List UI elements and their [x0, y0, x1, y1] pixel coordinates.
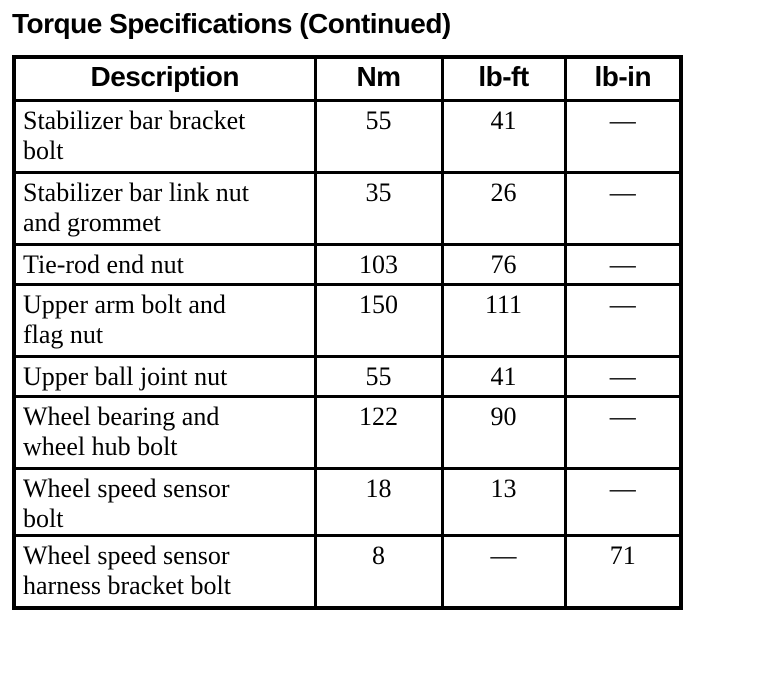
table-row [14, 173, 681, 245]
lb-ft-value-cell: 76 [442, 245, 565, 285]
lb-in-value-cell: 71 [565, 536, 681, 608]
nm-value-cell: 35 [315, 173, 442, 245]
description-cell [14, 245, 315, 285]
row-description: Stabilizer bar bracket bolt [23, 106, 246, 165]
row-description: Wheel speed sensor harness bracket bolt [23, 541, 231, 600]
table-row [14, 245, 681, 285]
description-cell [14, 357, 315, 397]
lb-in-value-cell: — [565, 285, 681, 357]
column-header-lb-in: lb-in [565, 57, 681, 101]
lb-in-value-cell: — [565, 173, 681, 245]
table-row [14, 101, 681, 173]
description-cell [14, 536, 315, 608]
lb-in-value-cell: — [565, 101, 681, 173]
row-description: Upper ball joint nut [23, 362, 228, 391]
row-description: Upper arm bolt and flag nut [23, 290, 226, 349]
lb-ft-value-cell: 41 [442, 357, 565, 397]
lb-ft-value-cell: — [442, 536, 565, 608]
description-cell [14, 469, 315, 536]
column-header-nm: Nm [315, 57, 442, 101]
nm-value-cell: 55 [315, 357, 442, 397]
page-title: Torque Specifications (Continued) [12, 8, 451, 39]
lb-in-value-cell: — [565, 357, 681, 397]
table-row [14, 397, 681, 469]
lb-in-value-cell: — [565, 397, 681, 469]
description-cell [14, 285, 315, 357]
lb-ft-value-cell: 26 [442, 173, 565, 245]
table-row [14, 357, 681, 397]
row-description: Stabilizer bar link nut and grommet [23, 178, 250, 237]
table-row [14, 536, 681, 608]
description-cell [14, 173, 315, 245]
table-row [14, 469, 681, 536]
lb-ft-value-cell: 41 [442, 101, 565, 173]
column-header-description: Description [14, 57, 315, 101]
lb-ft-value-cell: 90 [442, 397, 565, 469]
description-cell [14, 397, 315, 469]
table-row [14, 285, 681, 357]
nm-value-cell: 150 [315, 285, 442, 357]
lb-in-value-cell: — [565, 469, 681, 536]
lb-ft-value-cell: 13 [442, 469, 565, 536]
nm-value-cell: 122 [315, 397, 442, 469]
nm-value-cell: 8 [315, 536, 442, 608]
nm-value-cell: 18 [315, 469, 442, 536]
nm-value-cell: 103 [315, 245, 442, 285]
lb-ft-value-cell: 111 [442, 285, 565, 357]
torque-specifications-table [12, 55, 683, 610]
row-description: Wheel bearing and wheel hub bolt [23, 402, 220, 461]
table-header-row [14, 57, 681, 101]
nm-value-cell: 55 [315, 101, 442, 173]
description-cell [14, 101, 315, 173]
column-header-lb-ft: lb-ft [442, 57, 565, 101]
lb-in-value-cell: — [565, 245, 681, 285]
row-description: Wheel speed sensor bolt [23, 474, 230, 533]
row-description: Tie-rod end nut [23, 250, 184, 279]
